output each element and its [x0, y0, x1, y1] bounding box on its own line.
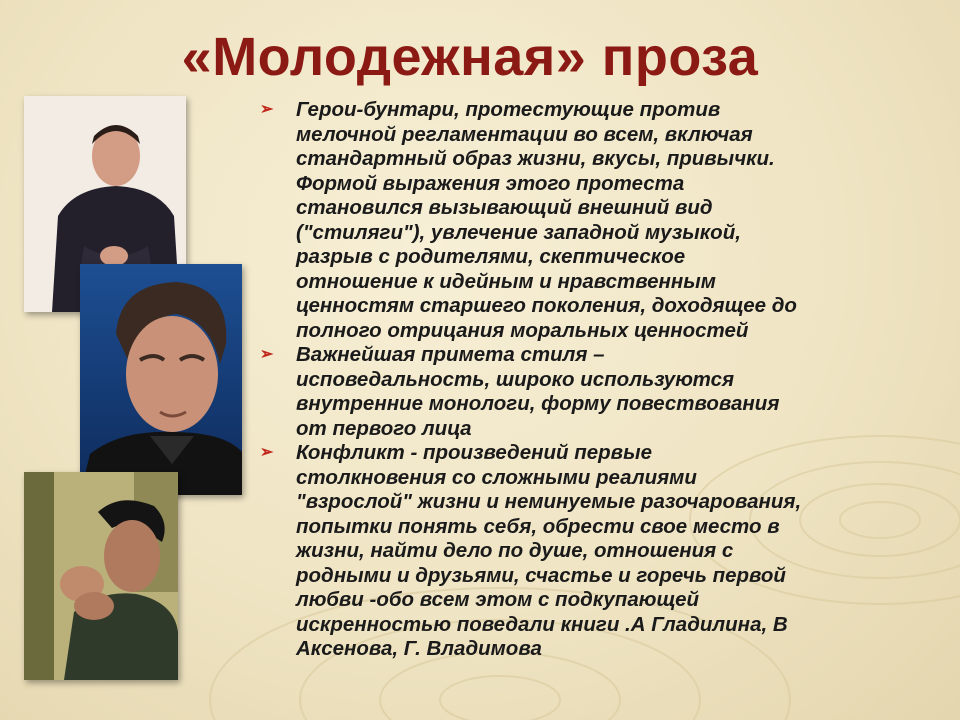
bullet-item: [258, 98, 948, 343]
slide-title: «Молодежная» проза: [181, 27, 759, 87]
bullet-list: [258, 98, 948, 662]
bullet-text: Важнейшая примета стиля – исповедальность, широко используются внутренние монологи, форму повествования от первого лица: [296, 343, 780, 440]
bullet-item: [258, 343, 948, 441]
arrow-bullet-icon: ➢: [260, 444, 274, 461]
portrait-photo-2-image: [80, 264, 242, 495]
bullet-text: Конфликт - произведений первые столкновения со сложными реалиями "взрослой" жизни и неминуемые разочарования, попытки понять себя, обрести свое место в жизни, найти дело по душе, отношения с родными и друзьями, счастье и горечь первой любви -обо всем этом с подкупающей искренностью поведали книги .А Гладилина, В Аксенова, Г. Владимова: [296, 441, 802, 660]
arrow-bullet-icon: ➢: [260, 346, 274, 363]
portrait-photo-2: [80, 264, 242, 495]
arrow-bullet-icon: ➢: [260, 101, 274, 118]
portrait-photo-3: [24, 472, 178, 680]
portrait-photo-3-image: [24, 472, 178, 680]
bullet-item: [258, 441, 948, 662]
bullet-text: Герои-бунтари, протестующие против мелочной регламентации во всем, включая стандартный образ жизни, вкусы, привычки. Формой выражения этого протеста становился вызывающий внешний вид ("стиляги"), увлечение западной музыкой, разрыв с родителями, скептическое отношение к идейным и нравственным ценностям старшего поколения, доходящее до полного отрицания моральных ценностей: [296, 98, 797, 342]
